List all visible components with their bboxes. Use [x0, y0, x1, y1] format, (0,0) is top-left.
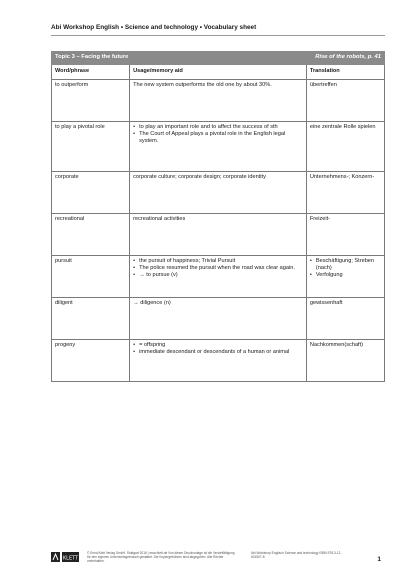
translation-cell: [306, 298, 384, 340]
usage-cell: [130, 340, 307, 382]
usage-cell: [130, 214, 307, 256]
usage-cell: [130, 80, 307, 122]
usage-cell: [130, 122, 307, 172]
bullet-item: • to play an important role and to affect the success of sth: [133, 124, 303, 131]
vocabulary-rows: [52, 80, 385, 382]
topic-page-reference: Rise of the robots, p. 41: [306, 52, 384, 65]
table-row: [52, 80, 385, 122]
cell-text: Freizeit-: [309, 216, 331, 222]
word-cell: to outperform: [52, 80, 130, 122]
cell-text: übertreffen: [309, 82, 337, 88]
copyright-notice: © Ernst Klett Verlag GmbH, Stuttgart 2016 | www.klett.de Von dieser Druckvorlage ist die Vervielfältigung für den eigenen Unterrichtsgebrauch gestattet. Die Kopiergebühren sind abgegolten. Alle Rechte vorbehalten.: [87, 551, 235, 563]
word-cell: pursuit: [52, 256, 130, 298]
column-header-translation: Translation: [306, 65, 384, 80]
cell-text: recreational activities: [133, 216, 186, 222]
bullet-item: • the pursuit of happiness; Trivial Pursuit: [133, 258, 303, 265]
page-title: Abi Workshop English • Science and technology • Vocabulary sheet: [51, 24, 385, 36]
translation-cell: [306, 340, 384, 382]
usage-cell: [130, 256, 307, 298]
column-header-word: Word/phrase: [52, 65, 130, 80]
cell-text: corporate culture; corporate design; corporate identity: [133, 174, 266, 180]
page-footer: [51, 548, 385, 568]
bullet-item: • The Court of Appeal plays a pivotal role in the English legal system.: [133, 131, 303, 145]
translation-cell: [306, 80, 384, 122]
word-cell: diligent: [52, 298, 130, 340]
bullet-item: • Beschäftigung; Streben (nach): [310, 258, 381, 272]
bullet-item: • → to pursue (v): [133, 272, 303, 279]
svg-text:KLETT: KLETT: [62, 555, 79, 562]
usage-cell: [130, 172, 307, 214]
publication-info: Abi Workshop Englisch Science and technology ISBN 978-3-12-601507-8: [251, 551, 342, 559]
column-header-usage: Usage/memory aid: [130, 65, 307, 80]
klett-logo: [51, 551, 79, 563]
word-cell: recreational: [52, 214, 130, 256]
translation-cell: [306, 122, 384, 172]
bullet-item: • immediate descendant or descendants of a human or animal: [133, 349, 303, 356]
translation-cell: [306, 214, 384, 256]
table-row: [52, 214, 385, 256]
word-cell: corporate: [52, 172, 130, 214]
table-row: [52, 172, 385, 214]
column-header-row: [52, 65, 385, 80]
cell-text: Unternehmens-; Konzern-: [309, 174, 375, 180]
page-number: 1: [377, 556, 381, 563]
vocabulary-table: [51, 51, 385, 382]
topic-title: Topic 3 – Facing the future: [52, 52, 307, 65]
cell-text: Nachkommen(schaft): [309, 342, 364, 348]
word-cell: progeny: [52, 340, 130, 382]
word-cell: to play a pivotal role: [52, 122, 130, 172]
cell-text: → diligence (n): [133, 300, 171, 306]
usage-cell: [130, 298, 307, 340]
cell-text: gewissenhaft: [309, 300, 343, 306]
bullet-item: • = offspring: [133, 342, 303, 349]
bullet-item: • The police resumed the pursuit when the road was clear again.: [133, 265, 303, 272]
translation-cell: [306, 172, 384, 214]
table-row: [52, 298, 385, 340]
table-row: [52, 256, 385, 298]
table-row: [52, 122, 385, 172]
bullet-item: • Verfolgung: [310, 272, 381, 279]
cell-text: eine zentrale Rolle spielen: [309, 124, 376, 130]
table-row: [52, 340, 385, 382]
cell-text: The new system outperforms the old one by about 30%.: [133, 82, 272, 88]
topic-row: [52, 52, 385, 65]
translation-cell: [306, 256, 384, 298]
